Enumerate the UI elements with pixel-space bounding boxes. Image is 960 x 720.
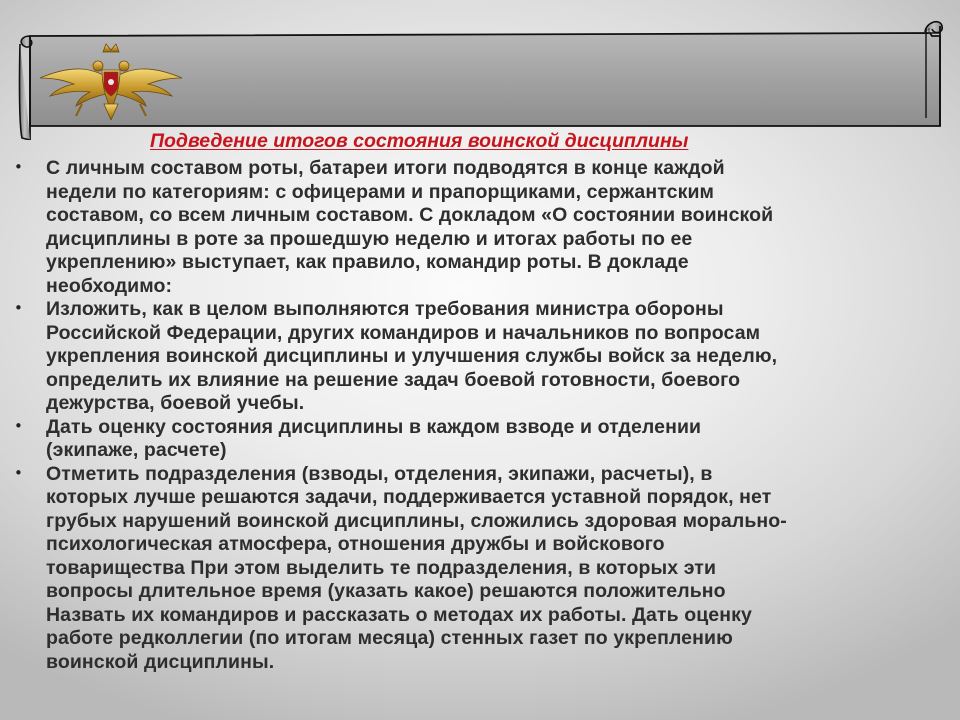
bullet-line: Назвать их командиров и рассказать о методах их работы. Дать оценку: [46, 603, 752, 626]
bullet-marker: •: [14, 158, 23, 176]
bullet-line: Дать оценку состояния дисциплины в каждом взводе и отделении: [46, 415, 702, 438]
bullet-marker: •: [14, 463, 23, 482]
bullet-line: (экипаже, расчете): [46, 439, 227, 461]
bullet-line: Изложить, как в целом выполняются требования министра обороны: [46, 298, 724, 320]
bullet-line: психологическая атмосфера, отношения дружбы и войскового: [46, 533, 665, 555]
bullet-line: работе редколлегии (по итогам месяца) стенных газет по укреплению: [46, 627, 733, 649]
bullet-marker: •: [14, 299, 23, 317]
bullet-line: укрепления воинской дисциплины и улучшения службы войск за неделю,: [46, 345, 778, 367]
bullet-line: дежурства, боевой учебы.: [46, 392, 305, 414]
bullet-line: определить их влияние на решение задач боевой готовности, боевого: [46, 368, 741, 391]
bullet-line: товарищества При этом выделить те подразделения, в которых эти: [46, 556, 717, 579]
bullet-line: которых лучше решаются задачи, поддерживается уставной порядок, нет: [46, 486, 772, 508]
bullet-line: составом, со всем личным составом. С докладом «О состоянии воинской: [46, 204, 774, 226]
bullet-line: Российской Федерации, других командиров и начальников по вопросам: [46, 321, 761, 344]
bullet-line: воинской дисциплины.: [46, 650, 275, 673]
bullet-line: Отметить подразделения (взводы, отделения, экипажи, расчеты), в: [46, 462, 713, 485]
bullet-list: [14, 157, 950, 674]
bullet-line: укреплению» выступает, как правило, командир роты. В докладе: [46, 251, 689, 273]
slide-title: Подведение итогов состояния воинской дисциплины: [150, 130, 689, 152]
bullet-line: вопросы длительное время (указать какое) решаются положительно: [46, 580, 726, 602]
bullet-item-1: [14, 157, 950, 298]
double-headed-eagle-emblem-icon: [38, 38, 184, 120]
bullet-line: необходимо:: [46, 274, 173, 297]
bullet-line: грубых нарушений воинской дисциплины, сложились здоровая морально-: [46, 509, 787, 532]
bullet-item-4: [14, 463, 950, 675]
bullet-marker: •: [14, 416, 23, 435]
bullet-line: С личным составом роты, батареи итоги подводятся в конце каждой: [46, 157, 725, 179]
bullet-line: дисциплины в роте за прошедшую неделю и итогах работы по ее: [46, 227, 693, 250]
bullet-item-3: [14, 416, 950, 463]
bullet-line: недели по категориям: с офицерами и прапорщиками, сержантским: [46, 180, 715, 203]
bullet-item-2: [14, 298, 950, 416]
